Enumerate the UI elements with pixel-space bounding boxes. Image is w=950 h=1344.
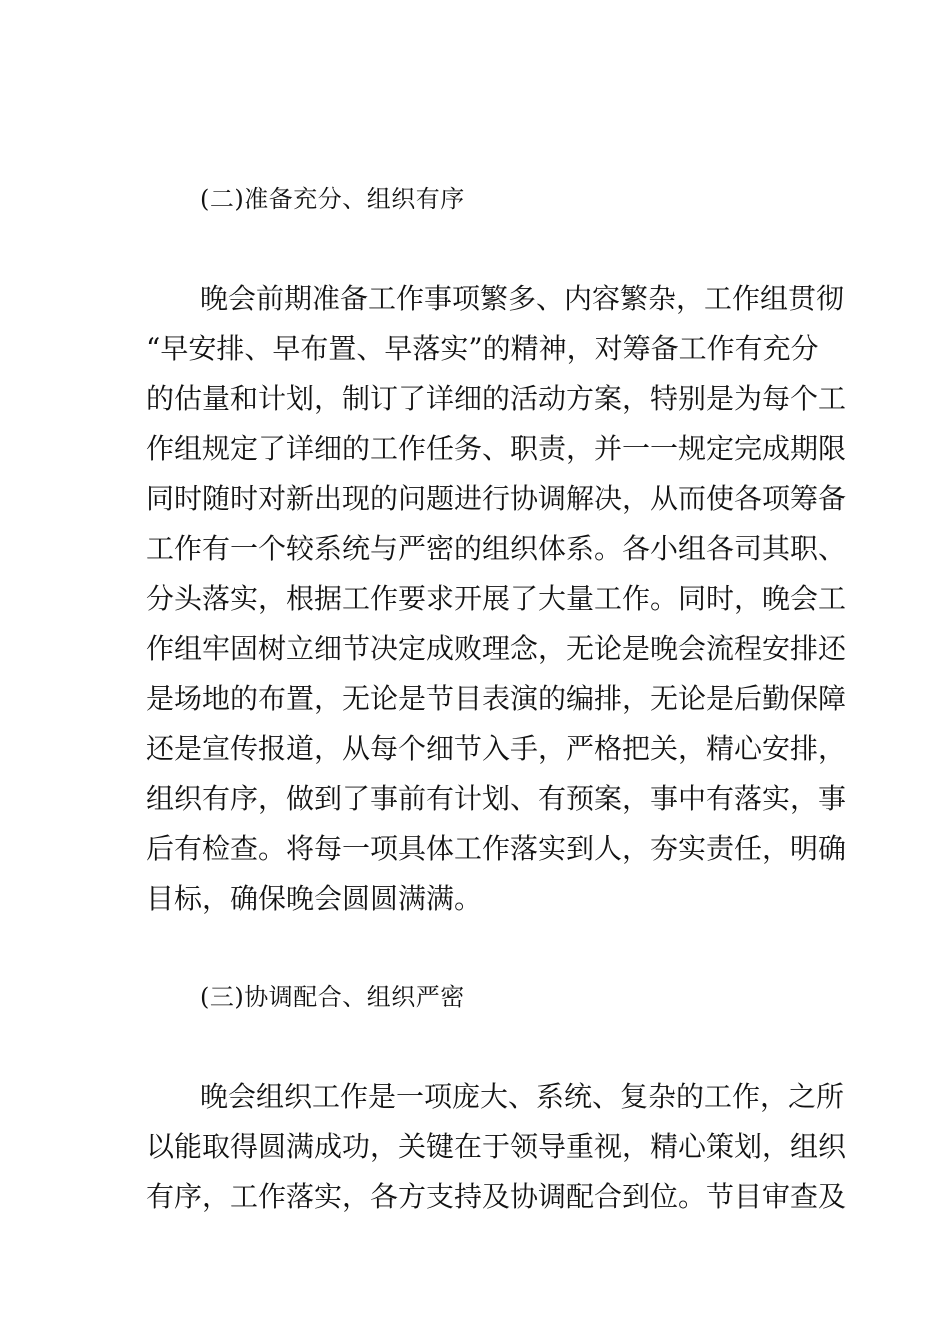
paragraph-line: 作组牢固树立细节决定成败理念，无论是晚会流程安排还 <box>146 632 847 665</box>
paragraph-line: 目标，确保晚会圆圆满满。 <box>146 882 483 915</box>
section-heading-3: (三)协调配合、组织严密 <box>200 983 465 1011</box>
paragraph-line: 有序，工作落实，各方支持及协调配合到位。节目审查及 <box>146 1180 847 1213</box>
section-heading-2: (二)准备充分、组织有序 <box>200 185 465 213</box>
paragraph-line: 组织有序，做到了事前有计划、有预案，事中有落实，事 <box>146 782 847 815</box>
paragraph-line: “早安排、早布置、早落实”的精神，对筹备工作有充分 <box>146 332 819 365</box>
paragraph-line: 是场地的布置，无论是节目表演的编排，无论是后勤保障 <box>146 682 847 715</box>
paragraph-line: 后有检查。将每一项具体工作落实到人，夯实责任，明确 <box>146 832 847 865</box>
paragraph-line: 还是宣传报道，从每个细节入手，严格把关，精心安排， <box>146 732 847 765</box>
section-3-paragraph <box>146 1072 847 1222</box>
paragraph-line: 的估量和计划，制订了详细的活动方案，特别是为每个工 <box>146 382 847 415</box>
paragraph-line: 工作有一个较系统与严密的组织体系。各小组各司其职、 <box>146 532 847 565</box>
paragraph-line: 晚会前期准备工作事项繁多、内容繁杂，工作组贯彻 <box>200 282 845 315</box>
paragraph-line: 作组规定了详细的工作任务、职责，并一一规定完成期限 <box>146 432 847 465</box>
paragraph-line: 同时随时对新出现的问题进行协调解决，从而使各项筹备 <box>146 482 847 515</box>
paragraph-line: 晚会组织工作是一项庞大、系统、复杂的工作，之所 <box>200 1080 845 1113</box>
paragraph-line: 分头落实，根据工作要求开展了大量工作。同时，晚会工 <box>146 582 847 615</box>
paragraph-line: 以能取得圆满成功，关键在于领导重视，精心策划，组织 <box>146 1130 847 1163</box>
section-2-paragraph <box>146 274 847 924</box>
